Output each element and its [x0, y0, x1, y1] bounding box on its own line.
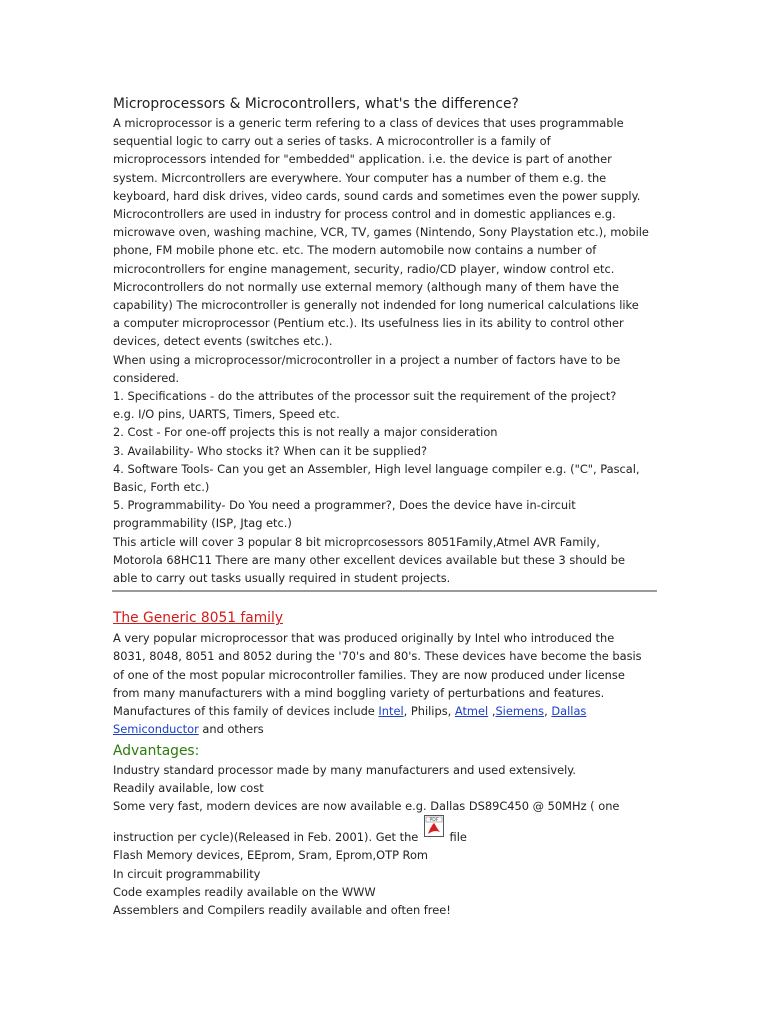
- section-title-8051[interactable]: The Generic 8051 family: [113, 610, 284, 627]
- pdf-file-icon[interactable]: [424, 815, 444, 837]
- text-line: keyboard, hard disk drives, video cards, sound cards and sometimes even the power supply.: [113, 188, 641, 203]
- text-line: phone, FM mobile phone etc. etc. The modern automobile now contains a number of: [113, 243, 597, 258]
- separator-comma-1: ,: [488, 704, 496, 719]
- text-line: 1. Specifications - do the attributes of the processor suit the requirement of the project?: [113, 389, 617, 404]
- link-dallas[interactable]: Dallas: [551, 704, 587, 719]
- text-line: 5. Programmability- Do You need a programmer?, Does the device have in-circuit: [113, 498, 576, 513]
- link-intel[interactable]: Intel: [378, 704, 404, 719]
- text-line: This article will cover 3 popular 8 bit microprcosessors 8051Family,Atmel AVR Family,: [113, 534, 600, 549]
- pdf-icon-label: PDF: [429, 818, 439, 824]
- advantage-item: Some very fast, modern devices are now available e.g. Dallas DS89C450 @ 50MHz ( one: [113, 798, 620, 813]
- text-line: 4. Software Tools- Can you get an Assembler, High level language compiler e.g. ("C", Pascal,: [113, 461, 640, 476]
- text-line: of one of the most popular microcontroller families. They are now produced under license: [113, 667, 625, 682]
- advantages-title: Advantages:: [113, 742, 200, 759]
- text-line: 8031, 8048, 8051 and 8052 during the '70's and 80's. These devices have become the basis: [113, 649, 642, 664]
- manufacturers-line-2: [113, 720, 658, 738]
- advantage-item: Code examples readily available on the WWW: [113, 884, 376, 899]
- text-line: able to carry out tasks usually required in student projects.: [113, 571, 451, 586]
- text-line: 3. Availability- Who stocks it? When can it be supplied?: [113, 443, 428, 458]
- link-siemens[interactable]: Siemens: [495, 704, 545, 719]
- text-line: microwave oven, washing machine, VCR, TV, games (Nintendo, Sony Playstation etc.), mobile: [113, 225, 649, 240]
- text-line: Motorola 68HC11 There are many other excellent devices available but these 3 should be: [113, 552, 625, 567]
- text-line: sequential logic to carry out a series of tasks. A microcontroller is a family of: [113, 134, 551, 149]
- text-line: system. Micrcontrollers are everywhere. Your computer has a number of them e.g. the: [113, 170, 607, 185]
- and-others: and others: [198, 722, 264, 737]
- text-line: a computer microprocessor (Pentium etc.). Its usefulness lies in its ability to control other: [113, 316, 624, 331]
- text-line: from many manufacturers with a mind boggling variety of perturbations and features.: [113, 685, 605, 700]
- text-line: 2. Cost - For one-off projects this is not really a major consideration: [113, 425, 498, 440]
- intro-paragraph: [113, 114, 658, 587]
- text-line: e.g. I/O pins, UARTS, Timers, Speed etc.: [113, 407, 340, 422]
- text-line: Microcontrollers are used in industry for process control and in domestic appliances e.g.: [113, 207, 616, 222]
- page-title: Microprocessors & Microcontrollers, what's the difference?: [113, 96, 519, 112]
- pdf-prefix: instruction per cycle)(Released in Feb. 2001). Get the: [113, 830, 422, 845]
- separator-comma-2: ,: [544, 704, 552, 719]
- text-line: programmability (ISP, Jtag etc.): [113, 516, 292, 531]
- advantages-list: [113, 761, 658, 816]
- text-line: capability) The microcontroller is generally not indended for long numerical calculations like: [113, 298, 639, 313]
- text-line: When using a microprocessor/microcontroller in a project a number of factors have to be: [113, 352, 621, 367]
- advantage-item: Assemblers and Compilers readily available and often free!: [113, 902, 451, 917]
- text-line: A microprocessor is a generic term refering to a class of devices that uses programmable: [113, 116, 624, 130]
- separator-philips: , Philips,: [403, 704, 455, 719]
- advantage-item: Flash Memory devices, EEprom, Sram, Eprom,OTP Rom: [113, 848, 429, 863]
- advantages-list-more: [113, 846, 658, 919]
- pdf-download-line: [113, 818, 658, 846]
- text-line: microprocessors intended for "embedded" application. i.e. the device is part of another: [113, 152, 612, 167]
- link-dallas-semiconductor[interactable]: Semiconductor: [113, 722, 199, 737]
- advantage-item: Industry standard processor made by many manufacturers and used extensively.: [113, 762, 577, 777]
- text-line: considered.: [113, 370, 180, 385]
- manufacturers-line: [113, 702, 658, 720]
- text-line: microcontrollers for engine management, security, radio/CD player, window control etc.: [113, 261, 615, 276]
- article: [113, 95, 658, 919]
- text-line: Microcontrollers do not normally use external memory (although many of them have the: [113, 279, 620, 294]
- link-atmel[interactable]: Atmel: [454, 704, 489, 719]
- text-line: A very popular microprocessor that was produced originally by Intel who introduced the: [113, 631, 615, 646]
- advantage-item: Readily available, low cost: [113, 780, 264, 795]
- section-8051-paragraph: [113, 629, 658, 702]
- text-line: devices, detect events (switches etc.).: [113, 334, 333, 349]
- section-divider: [112, 590, 657, 592]
- text-line: Basic, Forth etc.): [113, 480, 210, 495]
- pdf-suffix: file: [445, 830, 467, 845]
- advantage-item: In circuit programmability: [113, 866, 261, 881]
- manufacturers-prefix: Manufactures of this family of devices include: [113, 704, 379, 719]
